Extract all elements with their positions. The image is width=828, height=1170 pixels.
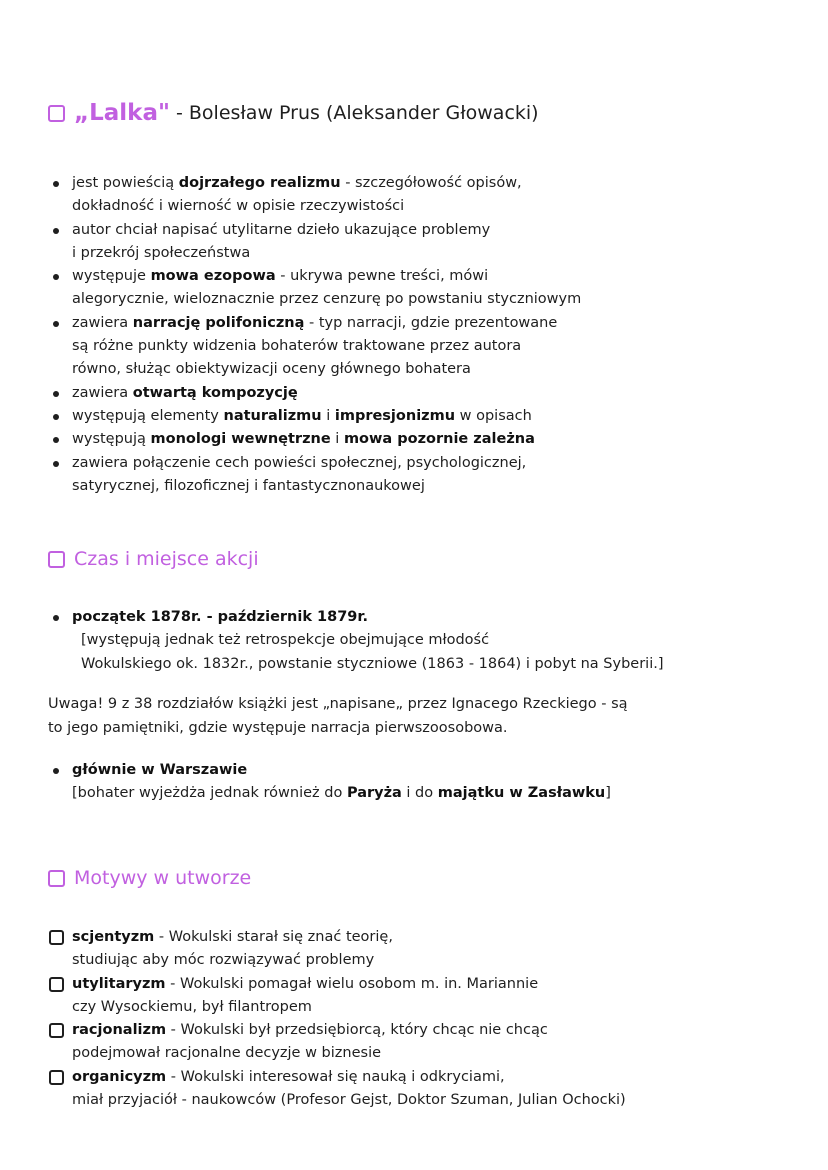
text-span: mowa pozornie zależna	[343, 431, 535, 448]
feature-item	[48, 452, 581, 499]
text-line	[72, 405, 581, 428]
text-span: monologi wewnętrzne	[150, 431, 331, 448]
text-line	[72, 358, 581, 381]
text-span: organicyzm	[72, 1068, 167, 1085]
motif-item	[48, 1066, 626, 1113]
text-line	[72, 335, 581, 358]
motif-item	[48, 1019, 626, 1066]
text-span: jest powieścią	[72, 175, 179, 191]
feature-item	[48, 265, 581, 312]
text-span: ]	[605, 785, 611, 802]
checkbox-icon	[49, 977, 64, 992]
motif-item	[48, 926, 626, 973]
text-span: [występują jednak też retrospekcje obejmujące młodość	[81, 632, 490, 649]
text-span: podejmował racjonalne decyzje w biznesie	[72, 1045, 382, 1062]
text-span: alegorycznie, wieloznacznie przez cenzurę po powstaniu styczniowym	[72, 291, 582, 308]
text-line	[72, 653, 664, 676]
text-line	[72, 428, 581, 451]
text-line	[72, 219, 581, 242]
text-span: czy Wysockiemu, był filantropem	[72, 998, 312, 1015]
text-span: scjentyzm	[72, 929, 155, 945]
text-span: impresjonizmu	[334, 407, 456, 424]
text-span: zawiera	[72, 384, 133, 401]
motifs-list	[48, 926, 626, 1112]
text-span: Uwaga! 9 z 38 rozdziałów książki jest „napisane„ przez Ignacego Rzeckiego - są	[48, 696, 628, 712]
text-line	[72, 242, 581, 265]
text-line	[72, 265, 581, 288]
author-line: - Bolesław Prus (Aleksander Głowacki)	[175, 102, 539, 124]
text-span: równo, służąc obiektywizacji oceny głównego bohatera	[72, 361, 471, 378]
checkbox-icon	[49, 930, 64, 945]
checkbox-icon	[48, 105, 65, 122]
motif-item	[48, 973, 626, 1020]
text-span: zawiera połączenie cech powieści społecznej, psychologicznej,	[72, 454, 527, 471]
text-line	[72, 606, 664, 629]
text-span: są różne punkty widzenia bohaterów traktowane przez autora	[72, 338, 522, 355]
text-span: Paryża	[346, 785, 402, 802]
feature-item	[48, 312, 581, 382]
text-span: majątku w Zasławku	[437, 785, 606, 802]
text-line	[72, 926, 626, 949]
title-heading	[48, 100, 539, 126]
time-item	[48, 606, 664, 676]
text-span: występują	[72, 431, 151, 448]
place-item	[48, 759, 611, 806]
text-line	[72, 996, 626, 1019]
text-line	[48, 716, 628, 740]
feature-item	[48, 428, 581, 451]
text-line	[48, 692, 628, 716]
text-span: Wokulskiego ok. 1832r., powstanie styczniowe (1863 - 1864) i pobyt na Syberii.]	[81, 655, 664, 672]
feature-item	[48, 405, 581, 428]
text-line	[72, 1019, 626, 1042]
text-span: - szczegółowość opisów,	[340, 175, 522, 191]
text-line	[72, 172, 581, 195]
text-span: i	[330, 431, 344, 448]
text-line	[72, 1042, 626, 1065]
text-line	[72, 629, 664, 652]
checkbox-icon	[49, 1070, 64, 1085]
text-line	[72, 1066, 626, 1089]
note-paragraph	[48, 692, 628, 740]
text-span: i do	[401, 785, 438, 802]
text-span: studiując aby móc rozwiązywać problemy	[72, 952, 375, 969]
text-line	[72, 452, 581, 475]
text-span: narrację polifoniczną	[132, 314, 305, 331]
text-span: - Wokulski starał się znać teorię,	[154, 929, 393, 945]
time-list	[48, 606, 664, 676]
text-line	[72, 475, 581, 498]
checkbox-icon	[49, 1023, 64, 1038]
text-span: dokładność i wierność w opisie rzeczywistości	[72, 198, 405, 215]
feature-item	[48, 172, 581, 219]
text-line	[72, 312, 581, 335]
text-line	[72, 949, 626, 972]
text-span: satyrycznej, filozoficznej i fantastycznonaukowej	[72, 477, 425, 494]
text-span: i	[321, 407, 335, 424]
work-title: „Lalka"	[74, 100, 170, 126]
text-span: naturalizmu	[223, 407, 322, 424]
text-span: - Wokulski pomagał wielu osobom m. in. Mariannie	[165, 975, 539, 992]
text-span: występują elementy	[72, 407, 224, 424]
feature-item	[48, 219, 581, 266]
text-span: w opisach	[455, 407, 532, 424]
section-title: Czas i miejsce akcji	[74, 548, 259, 570]
text-span: i przekrój społeczeństwa	[72, 244, 251, 261]
text-span: to jego pamiętniki, gdzie występuje narracja pierwszoosobowa.	[48, 720, 508, 736]
text-span: mowa ezopowa	[150, 268, 276, 285]
text-span: racjonalizm	[72, 1022, 167, 1039]
text-line	[72, 973, 626, 996]
text-span: zawiera	[72, 314, 133, 331]
features-list	[48, 172, 581, 498]
text-span: utylitaryzm	[72, 975, 166, 992]
section-title: Motywy w utworze	[74, 867, 252, 889]
text-span: [bohater wyjeżdża jednak również do	[72, 785, 347, 802]
text-span: autor chciał napisać utylitarne dzieło ukazujące problemy	[72, 221, 491, 238]
text-span: - Wokulski był przedsiębiorcą, który chcąc nie chcąc	[166, 1022, 548, 1039]
text-span: występuje	[72, 268, 151, 285]
text-span: - ukrywa pewne treści, mówi	[275, 268, 489, 285]
text-line	[72, 1089, 626, 1112]
text-span: dojrzałego realizmu	[178, 175, 341, 191]
text-line	[72, 288, 581, 311]
text-line	[72, 759, 611, 782]
text-span: początek 1878r. - październik 1879r.	[72, 609, 368, 625]
section-heading-motifs	[48, 867, 251, 889]
text-line	[72, 195, 581, 218]
text-line	[72, 782, 611, 805]
section-heading-time-place	[48, 548, 259, 570]
text-line	[72, 382, 581, 405]
feature-item	[48, 382, 581, 405]
place-list	[48, 759, 611, 806]
text-span: otwartą kompozycję	[132, 384, 298, 401]
text-span: - typ narracji, gdzie prezentowane	[304, 314, 558, 331]
text-span: miał przyjaciół - naukowców (Profesor Gejst, Doktor Szuman, Julian Ochocki)	[72, 1092, 626, 1109]
text-span: - Wokulski interesował się nauką i odkryciami,	[166, 1068, 505, 1085]
text-span: głównie w Warszawie	[72, 762, 248, 778]
checkbox-icon	[48, 551, 65, 568]
checkbox-icon	[48, 870, 65, 887]
